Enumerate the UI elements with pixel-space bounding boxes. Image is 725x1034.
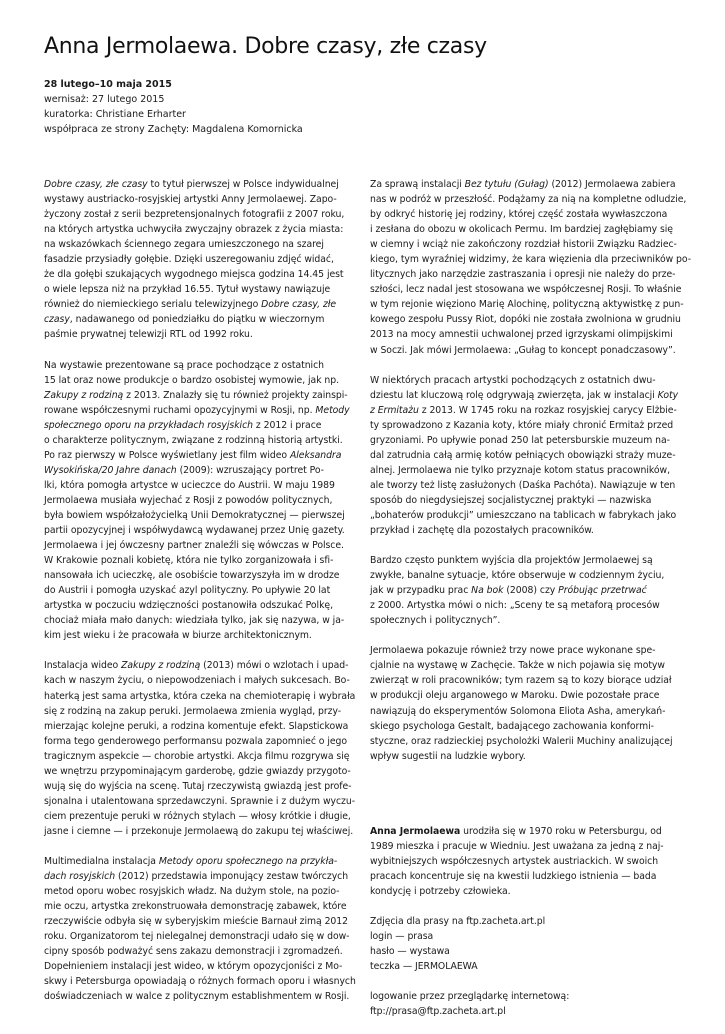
text-line: społecznego oporu na przykładach rosyjskich z 2012 i prace xyxy=(44,419,322,431)
text-line: Jermolaewa pokazuje również trzy nowe prace wykonane spe- xyxy=(370,645,656,657)
exhibition-info xyxy=(44,77,303,137)
text-line: wują się do wyjścia na scenę. Tutaj rzeczywistą gwiazdą jest profe- xyxy=(44,780,352,792)
text-line: W Krakowie poznali kobietę, która nie tylko zorganizowała i sfi- xyxy=(44,555,334,567)
text-line: życzony został z serii bezpretensjonalnych fotografii z 2007 roku, xyxy=(44,209,345,221)
text-line: w produkcji oleju arganowego w Maroku. Dwie pozostałe prace xyxy=(370,690,660,702)
text-line: jasne i ciemne — i przekonuje Jermolaewą do zakupu tej właściwej. xyxy=(44,825,354,837)
text-line: z 2000. Artystka mówi o nich: „Sceny te są metaforą procesów xyxy=(370,600,660,612)
text-line: 2013 na mocy amnestii uchwalonej przed igrzyskami olimpijskimi xyxy=(370,329,673,341)
text-line: wybitniejszych współczesnych artystek austriackich. W swoich xyxy=(370,855,659,867)
text-line: w ciemny i wciąż nie zakończony rozdział historii Związku Radziec- xyxy=(370,239,677,251)
text-line: paśmie prywatnej telewizji RTL od 1992 roku. xyxy=(44,329,253,341)
text-line: dal zatrudnia całą armię kotów pełniących obowiązki straży muze- xyxy=(370,449,676,461)
paragraph-situations xyxy=(370,553,676,628)
text-line: styczne, oraz radzieckiej psycholożki Walerii Muchiny analizującej xyxy=(370,735,673,747)
text-line: rowane współczesnymi ruchami opozycyjnymi w Rosji, np. Metody xyxy=(44,404,350,416)
text-line: dziestu lat kluczową rolę odgrywają zwierzęta, jak w instalacji Koty xyxy=(370,389,679,401)
artist-bio xyxy=(370,824,676,899)
text-line: we wnętrzu przypominającym garderobę, gdzie gwiazdy przygoto- xyxy=(44,765,351,777)
text-line: o charakterze politycznym, związane z rodzinną historią artystki. xyxy=(44,434,343,446)
text-line: w Soczi. Jak mówi Jermolaewa: „Gułag to koncept ponadczasowy”. xyxy=(370,344,676,356)
text-line: kondycję i potrzeby człowieka. xyxy=(370,885,511,897)
text-line: ale tworzy też listę zasłużonych (Daśka Pachóta). Nawiązuje w ten xyxy=(370,479,676,491)
text-line: pracach koncentruje się na kwestii ludzkiego istnienia — bada xyxy=(370,870,657,882)
text-line: również do niemieckiego serialu telewizyjnego Dobre czasy, złe xyxy=(44,299,337,311)
text-line: artystka w poczuciu wdzięczności postanowiła odszukać Polkę, xyxy=(44,600,333,612)
text-line: i zesłana do obozu w okolicach Permu. Im bardziej zagłębiamy się xyxy=(370,224,673,236)
text-line: sposób do niegdysiejszej socjalistycznej praktyki — nazwiska xyxy=(370,494,652,506)
text-line: metod oporu wobec rosyjskich władz. Na dużym stole, na pozio- xyxy=(44,886,340,898)
text-line: Jermolaewa i jej ówczesny partner znaleźli się wówczas w Polsce. xyxy=(44,540,344,552)
text-line: zwierząt w roli pracowników; tym razem są to kozy biorące udział xyxy=(370,675,672,687)
paragraph-animals xyxy=(370,373,679,539)
text-line: Anna Jermolaewa urodziła się w 1970 roku w Petersburgu, od xyxy=(370,825,662,837)
text-line: skiego psychologa Gestalt, badającego zachowania konformi- xyxy=(370,720,654,732)
curator: kuratorka: Christiane Erharter xyxy=(44,109,186,120)
text-line: lki, która pomogła artystce w ucieczce do Austrii. W maju 1989 xyxy=(44,479,335,491)
text-line: rzeczywiście odbyła się w syberyjskim mieście Barnauł zimą 2012 xyxy=(44,916,349,928)
browser-login-info xyxy=(370,989,676,1019)
text-line: przykład i zachętę dla pozostałych pracowników. xyxy=(370,525,594,537)
text-line: W niektórych pracach artystki pochodzących z ostatnich dwu- xyxy=(370,374,656,386)
text-line: Zakupy z rodziną z 2013. Znalazły się tu również projekty zainspi- xyxy=(44,389,348,401)
text-line: fasadzie przysiadły gołębie. Dzięki uszeregowaniu zdjęć widać, xyxy=(44,254,334,266)
text-line: że dla gołębi szukających wygodnego miejsca godzina 14.45 jest xyxy=(44,269,344,281)
text-line: czasy, nadawanego od poniedziałku do piątku w wieczornym xyxy=(44,314,325,326)
text-line: jak w przypadku prac Na bok (2008) czy Próbując przetrwać xyxy=(370,585,647,597)
left-column xyxy=(44,177,356,1019)
text-line: Dobre czasy, złe czasy to tytuł pierwszej w Polsce indywidualnej xyxy=(44,179,339,190)
spacer xyxy=(370,779,676,824)
text-line: partii opozycyjnej i współwydawcą wydawanej przez Unię gazety. xyxy=(44,525,345,537)
text-line: doświadczeniach w walce z politycznym establishmentem w Rosji. xyxy=(44,991,350,1003)
text-line: tragicznym aspekcie — chorobie artystki. Akcja filmu rozgrywa się xyxy=(44,750,350,762)
ftp-link[interactable]: ftp://prasa@ftp.zacheta.art.pl xyxy=(370,1006,506,1018)
text-line: Zdjęcia dla prasy na ftp.zacheta.art.pl xyxy=(370,915,546,927)
paragraph-works xyxy=(44,358,350,644)
text-line: gryzoniami. Po upływie ponad 250 lat petersburskie muzeum na- xyxy=(370,434,670,446)
artist-name: Anna Jermolaewa xyxy=(370,825,461,837)
text-line: była bowiem współzałożycielką Unii Demokratycznej — pierwszej xyxy=(44,509,345,521)
text-line: cipny sposób podważyć sens zakazu demonstracji i zgromadzeń. xyxy=(44,946,343,958)
text-line: „bohaterów produkcji” umieszczano na tablicach w fabrykach jako xyxy=(370,509,677,521)
text-line: na których artystka uchwyciła zwyczajny obrazek z życia miasta: xyxy=(44,224,344,236)
text-line: ciem prezentuje peruki w różnych stylach — włosy krótkie i długie, xyxy=(44,810,351,822)
text-line: Multimedialna instalacja Metody oporu społecznego na przykła- xyxy=(44,855,338,867)
text-line: roku. Organizatorom tej nielegalnej demonstracji udało się w dow- xyxy=(44,931,350,943)
text-line: w tym rejonie więziono Marię Alochinę, polityczną aktywistkę z pun- xyxy=(370,299,684,311)
text-line: zwykłe, banalne sytuacje, które obserwuje w codziennym życiu, xyxy=(370,570,665,582)
opening-date: wernisaż: 27 lutego 2015 xyxy=(44,94,165,105)
text-line: 15 lat oraz nowe produkcje o bardzo osobistej wymowie, jak np. xyxy=(44,374,340,386)
text-line: skwy i Petersburga opowiadają o różnych formach oporu i własnych xyxy=(44,976,356,988)
exhibition-dates: 28 lutego–10 maja 2015 xyxy=(44,79,172,90)
text-line: chociaż miała mało danych: wiedziała tylko, jak się nazywa, w ja- xyxy=(44,615,345,627)
press-info xyxy=(370,914,676,974)
paragraph-metody xyxy=(44,854,356,1004)
text-line: sjonalna i utalentowana sprzedawczyni. Sprawnie i z dużym wyczu- xyxy=(44,795,356,807)
text-line: Za sprawą instalacji Bez tytułu (Gułag) (2012) Jermolaewa zabiera xyxy=(370,179,676,190)
text-line: litycznych jako narzędzie zastraszania i opresji nie należy do prze- xyxy=(370,269,676,281)
text-line: kim jest wieku i że pracowała w biurze architektonicznym. xyxy=(44,630,312,642)
text-line: ty sprowadzono z Kazania koty, które miały chronić Ermitaż przed xyxy=(370,419,674,431)
text-line: społecznych i politycznych”. xyxy=(370,615,501,627)
text-line: szłości, lecz nadal jest stosowana we współczesnej Rosji. To właśnie xyxy=(370,284,682,296)
text-line: mie oczu, artystka zrekonstruowała demonstrację zabawek, które xyxy=(44,901,347,913)
text-line: cjalnie na wystawę w Zachęcie. Także w nich pojawia się motyw xyxy=(370,660,665,672)
text-line: kowego zespołu Pussy Riot, dopóki nie została zwolniona w grudniu xyxy=(370,314,681,326)
right-column xyxy=(370,177,692,1034)
text-line: nas w podróż w przeszłość. Podążamy za nią na kompletne odludzie, xyxy=(370,194,687,206)
text-line: login — prasa xyxy=(370,930,434,942)
text-line: Dopełnieniem instalacji jest wideo, w którym opozycjoniści z Mo- xyxy=(44,961,343,973)
text-line: Po raz pierwszy w Polsce wyświetlany jest film wideo Aleksandra xyxy=(44,449,342,461)
text-line: Jermolaewa musiała wyjechać z Rosji z powodów politycznych, xyxy=(44,494,333,506)
text-line: do Austrii i pomogła uzyskać azyl polityczny. Po upływie 20 lat xyxy=(44,585,331,597)
cooperation: współpraca ze strony Zachęty: Magdalena Komornicka xyxy=(44,124,303,135)
text-line: alnej. Jermolaewa nie tylko przyznaje kotom status pracowników, xyxy=(370,464,670,476)
text-line: mierzając kolejne peruki, a rodzina komentuje efekt. Slapstickowa xyxy=(44,720,349,732)
text-line: hasło — wystawa xyxy=(370,946,450,958)
paragraph-zakupy xyxy=(44,658,356,839)
text-line: dach rosyjskich (2012) przedstawia imponujący zestaw twórczych xyxy=(44,871,349,883)
text-line: Na wystawie prezentowane są prace pochodzące z ostatnich xyxy=(44,359,324,371)
text-line: wpływ sugestii na ludzkie wybory. xyxy=(370,750,526,762)
text-line: z Ermitażu z 2013. W 1745 roku na rozkaz rosyjskiej carycy Elżbie- xyxy=(370,404,677,416)
text-line: nansowała ich ucieczkę, ale osobiście towarzyszyła im w drodze xyxy=(44,570,340,582)
text-line: o wiele lepsza niż na przykład 16.55. Tytuł wystawy nawiązuje xyxy=(44,284,331,296)
text-line: się z rodziną na zakup peruki. Jermolaewa zmienia wygląd, przy- xyxy=(44,705,342,717)
paragraph-gulag xyxy=(370,177,692,358)
text-line: 1989 mieszka i pracuje w Wiedniu. Jest uważana za jedną z naj- xyxy=(370,840,664,852)
text-line: wystawy austriacko-rosyjskiej artystki Anny Jermolaewej. Zapo- xyxy=(44,194,337,206)
text-line: kiego, tym wyraźniej widzimy, że kara więzienia dla przeciwników po- xyxy=(370,254,692,266)
text-line: teczka — JERMOLAEWA xyxy=(370,961,478,973)
page-title: Anna Jermolaewa. Dobre czasy, złe czasy xyxy=(44,34,487,59)
text-line: forma tego genderowego performansu pozwala zapomnieć o jego xyxy=(44,735,348,747)
text-line: nawiązują do eksperymentów Solomona Eliota Asha, amerykań- xyxy=(370,705,666,717)
text-line: Wysokińska/20 Jahre danach (2009): wzruszający portret Po- xyxy=(44,464,324,476)
text-line: by odkryć historię jej rodziny, której część została wywłaszczona xyxy=(370,209,668,221)
text-line: na wskazówkach ściennego zegara umieszczonego na szarej xyxy=(44,239,324,251)
text-line: haterką jest sama artystka, która czeka na chemioterapię i wybrała xyxy=(44,690,356,702)
text-line: logowanie przez przeglądarkę internetową: xyxy=(370,991,570,1003)
paragraph-intro xyxy=(44,177,350,343)
text-line: Instalacja wideo Zakupy z rodziną (2013) mówi o wzlotach i upad- xyxy=(44,660,349,672)
text-line: Bardzo często punktem wyjścia dla projektów Jermolaewej są xyxy=(370,555,653,567)
paragraph-new-works xyxy=(370,643,676,763)
text-line: kach w naszym życiu, o niepowodzeniach i małych sukcesach. Bo- xyxy=(44,675,350,687)
